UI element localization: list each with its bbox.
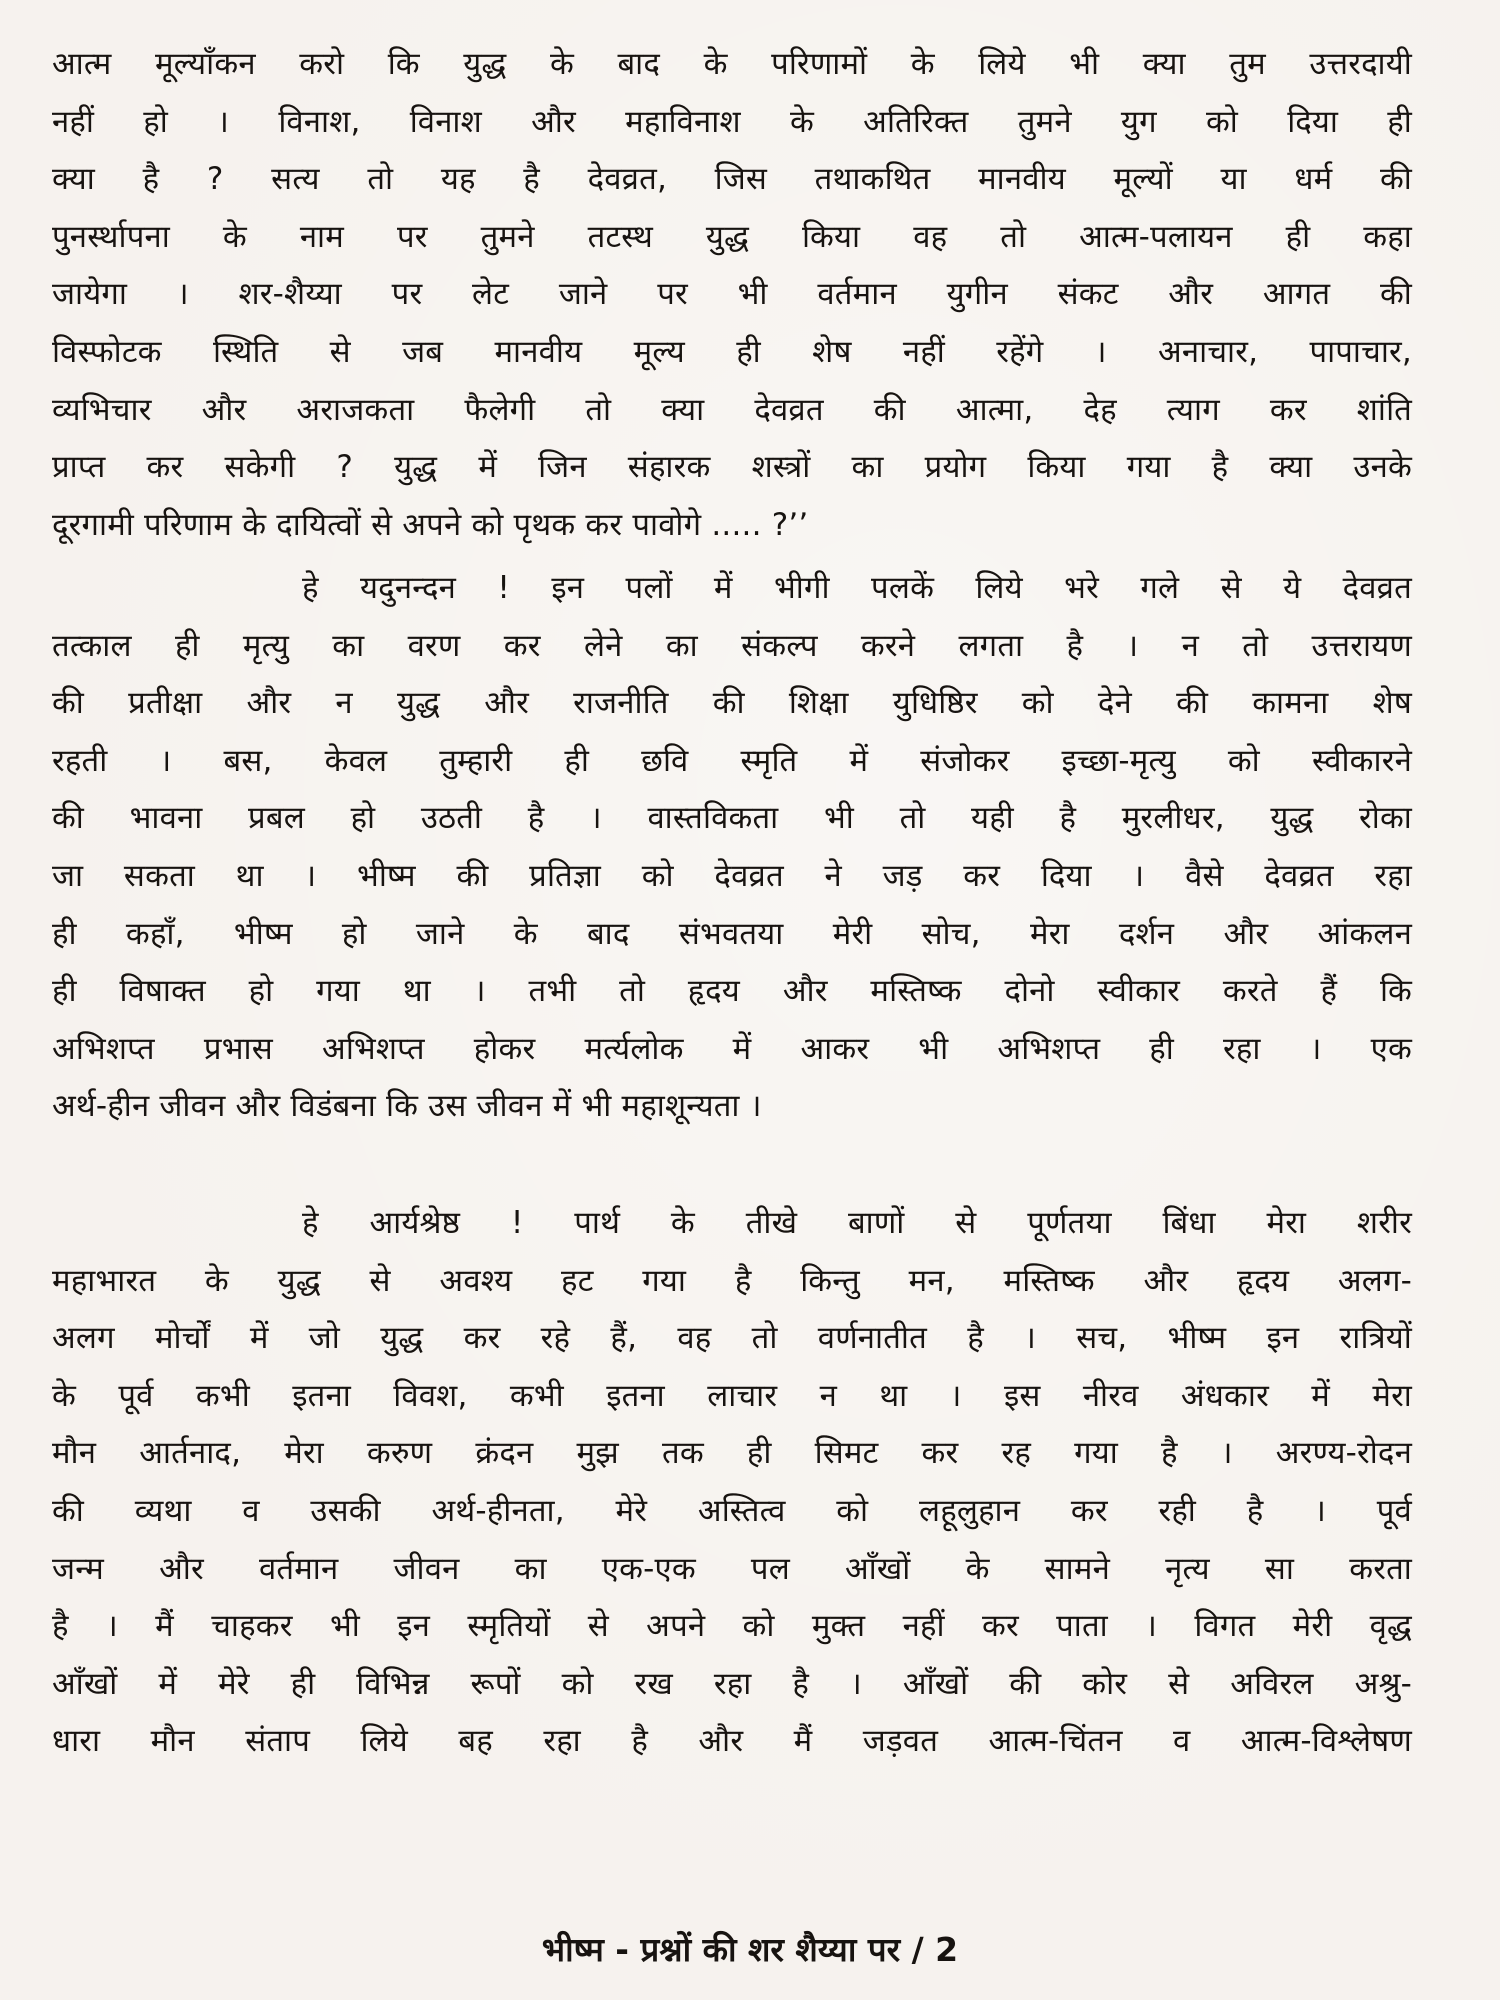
text-line: जायेगा । शर-शैय्या पर लेट जाने पर भी वर्तमान युगीन संकट और आगत की: [52, 276, 1412, 313]
text-line: जन्म और वर्तमान जीवन का एक-एक पल आँखों के सामने नृत्य सा करता: [52, 1550, 1412, 1587]
text-line: ही कहाँ, भीष्म हो जाने के बाद संभवतया मेरी सोच, मेरा दर्शन और आंकलन: [52, 915, 1412, 952]
text-line: के पूर्व कभी इतना विवश, कभी इतना लाचार न था । इस नीरव अंधकार में मेरा: [52, 1377, 1412, 1414]
text-line: अलग मोर्चों में जो युद्ध कर रहे हैं, वह तो वर्णनातीत है । सच, भीष्म इन रात्रियों: [52, 1320, 1412, 1357]
text-line: की प्रतीक्षा और न युद्ध और राजनीति की शिक्षा युधिष्ठिर को देने की कामना शेष: [52, 685, 1412, 722]
text-line: हे यदुनन्दन ! इन पलों में भीगी पलकें लिये भरे गले से ये देवव्रत: [302, 570, 1412, 606]
text-line: रहती । बस, केवल तुम्हारी ही छवि स्मृति में संजोकर इच्छा-मृत्यु को स्वीकारने: [52, 742, 1412, 779]
text-line: आत्म मूल्याँकन करो कि युद्ध के बाद के परिणामों के लिये भी क्या तुम उत्तरदायी: [52, 46, 1412, 82]
text-line: धारा मौन संताप लिये बह रहा है और मैं जड़वत आत्म-चिंतन व आत्म-विश्लेषण: [52, 1723, 1412, 1760]
text-line: दूरगामी परिणाम के दायित्वों से अपने को पृथक कर पावोगे ..... ?’’: [52, 506, 809, 543]
text-line: हे आर्यश्रेष्ठ ! पार्थ के तीखे बाणों से पूर्णतया बिंधा मेरा शरीर: [302, 1205, 1412, 1241]
text-line: अभिशप्त प्रभास अभिशप्त होकर मर्त्यलोक में आकर भी अभिशप्त ही रहा । एक: [52, 1030, 1412, 1067]
text-line: जा सकता था । भीष्म की प्रतिज्ञा को देवव्रत ने जड़ कर दिया । वैसे देवव्रत रहा: [52, 857, 1412, 894]
paragraph-1: [52, 36, 1412, 554]
text-line: मौन आर्तनाद, मेरा करुण क्रंदन मुझ तक ही सिमट कर रह गया है । अरण्य-रोदन: [52, 1435, 1412, 1472]
text-line: नहीं हो । विनाश, विनाश और महाविनाश के अतिरिक्त तुमने युग को दिया ही: [52, 103, 1412, 140]
text-line: की व्यथा व उसकी अर्थ-हीनता, मेरे अस्तित्व को लहूलुहान कर रही है । पूर्व: [52, 1492, 1412, 1529]
page-footer: भीष्म - प्रश्नों की शर शैय्या पर / 2: [541, 1930, 959, 1969]
text-line: आँखों में मेरे ही विभिन्न रूपों को रख रहा है । आँखों की कोर से अविरल अश्रु-: [52, 1665, 1412, 1702]
text-line: महाभारत के युद्ध से अवश्य हट गया है किन्तु मन, मस्तिष्क और हृदय अलग-: [52, 1262, 1412, 1299]
text-line: क्या है ? सत्य तो यह है देवव्रत, जिस तथाकथित मानवीय मूल्यों या धर्म की: [52, 161, 1412, 198]
paragraph-2: [52, 560, 1412, 1136]
text-line: तत्काल ही मृत्यु का वरण कर लेने का संकल्प करने लगता है । न तो उत्तरायण: [52, 627, 1412, 664]
paragraph-3: [52, 1195, 1412, 1771]
text-line: है । मैं चाहकर भी इन स्मृतियों से अपने को मुक्त नहीं कर पाता । विगत मेरी वृद्ध: [52, 1608, 1412, 1645]
text-line: की भावना प्रबल हो उठती है । वास्तविकता भी तो यही है मुरलीधर, युद्ध रोका: [52, 800, 1412, 837]
text-line: ही विषाक्त हो गया था । तभी तो हृदय और मस्तिष्क दोनो स्वीकार करते हैं कि: [52, 973, 1412, 1010]
text-line: पुनर्स्थापना के नाम पर तुमने तटस्थ युद्ध किया वह तो आत्म-पलायन ही कहा: [52, 218, 1412, 255]
text-line: प्राप्त कर सकेगी ? युद्ध में जिन संहारक शस्त्रों का प्रयोग किया गया है क्या उनके: [52, 449, 1412, 486]
text-line: व्यभिचार और अराजकता फैलेगी तो क्या देवव्रत की आत्मा, देह त्याग कर शांति: [52, 391, 1412, 428]
text-line: विस्फोटक स्थिति से जब मानवीय मूल्य ही शेष नहीं रहेंगे । अनाचार, पापाचार,: [52, 333, 1412, 370]
text-line: अर्थ-हीन जीवन और विडंबना कि उस जीवन में भी महाशून्यता ।: [52, 1088, 762, 1125]
